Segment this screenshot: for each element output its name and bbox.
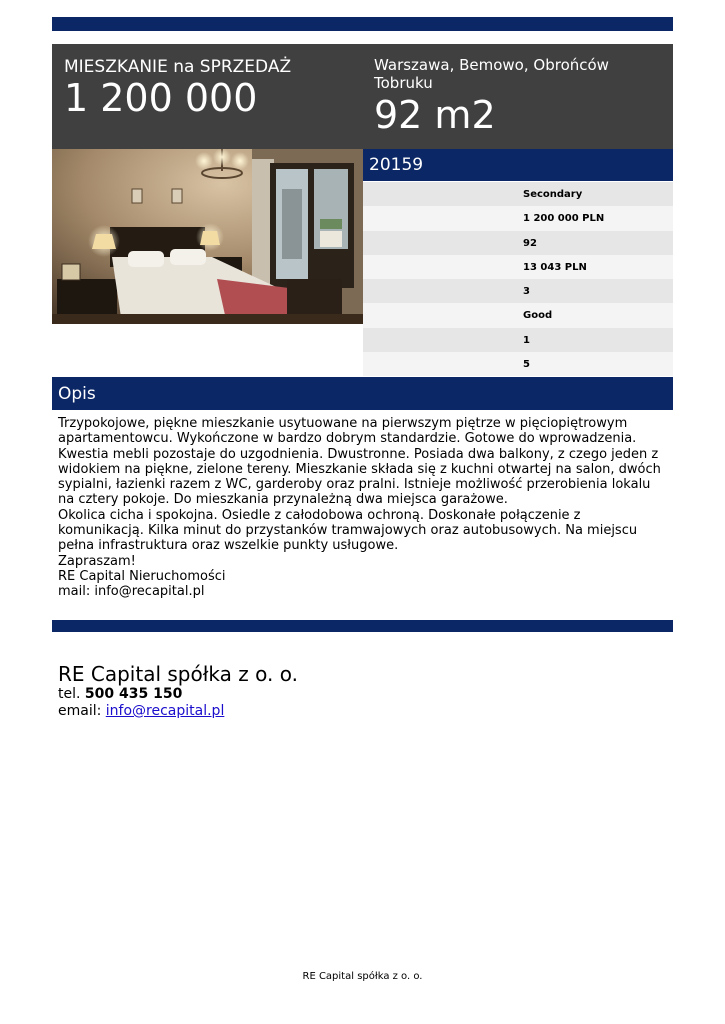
listing-price: 1 200 000 [64, 76, 258, 120]
detail-row [363, 206, 673, 230]
detail-row [363, 182, 673, 206]
bedroom-photo [52, 149, 363, 324]
detail-value: Good [523, 310, 553, 322]
phone-line [58, 686, 298, 703]
detail-value: 1 200 000 PLN [523, 213, 605, 225]
detail-value: 3 [523, 286, 530, 297]
bottom-divider-bar [52, 620, 673, 632]
phone-number[interactable]: 500 435 150 [84, 686, 183, 702]
email-label: email: [58, 703, 102, 719]
listing-location: Warszawa, Bemowo, Obrońców Tobruku [374, 56, 609, 92]
page-footer: RE Capital spółka z o. o. [302, 971, 423, 982]
detail-value: 13 043 PLN [523, 261, 587, 273]
listing-id: 20159 [369, 155, 424, 175]
listing-area: 92 m2 [374, 93, 496, 137]
company-name: RE Capital spółka z o. o. [58, 662, 298, 686]
phone-label: tel. [58, 686, 81, 702]
detail-value: 1 [523, 334, 530, 346]
description-title: Opis [58, 384, 96, 404]
company-contact [58, 662, 298, 720]
details-table [363, 182, 673, 376]
detail-value: Secondary [523, 189, 583, 200]
detail-row [363, 255, 673, 279]
detail-value: 92 [523, 237, 537, 249]
description-text: Trzypokojowe, piękne mieszkanie usytuowane na pierwszym piętrze w pięciopiętrowym apartamentowcu. Wykończone w bardzo dobrym standardzie. Gotowe do wprowadzenia. Kwestia mebli pozostaje do uzgodnienia. Dwustronne. Posiada dwa balkony, z czego jeden z widokiem na piękne, zielone tereny. Mieszkanie składa się z kuchni otwartej na salon, dwóch sypialni, łazienki razem z WC, garderoby oraz pralni. Istnieje możliwość przerobienia lokalu na cztery pokoje. Do mieszkania przynależną dwa miejsca garażowe. Okolica cicha i spokojna. Osiedle z całodobowa ochroną. Doskonałe połączenie z komunikacją. Kilka minut do przystanków tramwajowych oraz autobusowych. Na miejscu pełna infrastruktura oraz wszelkie punkty usługowe. Zapraszam! RE Capital Nieruchomości mail: info@recapital.pl [58, 416, 661, 600]
listing-type: MIESZKANIE na SPRZEDAŻ [64, 57, 292, 77]
detail-value: 5 [523, 358, 530, 370]
detail-row [363, 328, 673, 352]
listing-header [52, 44, 673, 149]
top-divider-bar [52, 17, 673, 31]
detail-row [363, 231, 673, 255]
detail-row [363, 279, 673, 303]
detail-row [363, 352, 673, 376]
email-line [58, 703, 298, 720]
detail-row [363, 303, 673, 327]
description-header [52, 377, 673, 410]
listing-id-header [363, 149, 673, 181]
email-link[interactable]: info@recapital.pl [105, 703, 225, 719]
